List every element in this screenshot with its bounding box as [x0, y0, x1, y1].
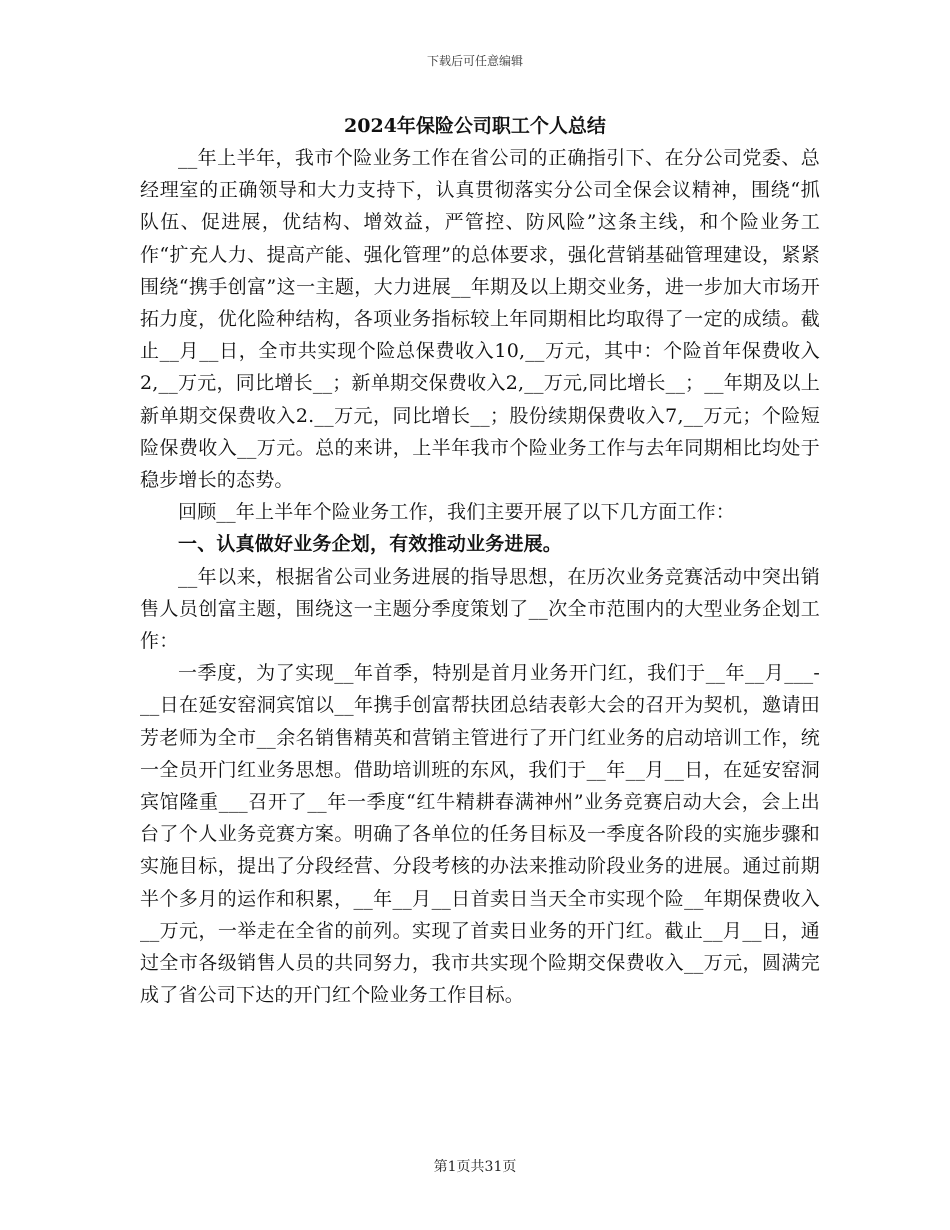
body-paragraph-summary: __年上半年，我市个险业务工作在省公司的正确指引下、在分公司党委、总经理室的正确领导和大力支持下，认真贯彻落实分公司全保会议精神，围绕“抓队伍、促进展，优结构、增效益，严管控、防风险”这条主线，和个险业务工作“扩充人力、提高产能、强化管理”的总体要求，强化营销基础管理建设，紧紧围绕“携手创富”这一主题，大力进展__年期及以上期交业务，进一步加大市场开拓力度，优化险种结构，各项业务指标较上年同期相比均取得了一定的成绩。截止__月__日，全市共实现个险总保费收入10,__万元，其中：个险首年保费收入2,__万元，同比增长__；新单期交保费收入2,__万元,同比增长__；__年期及以上新单期交保费收入2.__万元，同比增长__；股份续期保费收入7,__万元；个险短险保费收入__万元。总的来讲，上半年我市个险业务工作与去年同期相比均处于稳步增长的态势。	[140, 147, 820, 492]
page-footer: 第1页共31页	[433, 1159, 517, 1175]
body-paragraph-planning: __年以来，根据省公司业务进展的指导思想，在历次业务竞赛活动中突出销售人员创富主题，围绕这一主题分季度策划了__次全市范围内的大型业务企划工作：	[140, 565, 820, 653]
document-title: 2024年保险公司职工个人总结	[344, 115, 606, 137]
body-paragraph-first-quarter: 一季度，为了实现__年首季，特别是首月业务开门红，我们于__年__月___-__日在延安窑洞宾馆以__年携手创富帮扶团总结表彰大会的召开为契机，邀请田芳老师为全市__余名销售精英和营销主管进行了开门红业务的启动培训工作，统一全员开门红业务思想。借助培训班的东风，我们于__年__月__日，在延安窑洞宾馆隆重___召开了__年一季度“红牛精耕春满神州”业务竞赛启动大会，会上出台了个人业务竞赛方案。明确了各单位的任务目标及一季度各阶段的实施步骤和实施目标，提出了分段经营、分段考核的办法来推动阶段业务的进展。通过前期半个多月的运作和积累，__年__月__日首卖日当天全市实现个险__年期保费收入__万元，一举走在全省的前列。实现了首卖日业务的开门红。截止__月__日，通过全市各级销售人员的共同努力，我市共实现个险期交保费收入__万元，圆满完成了省公司下达的开门红个险业务工作目标。	[140, 662, 820, 1007]
body-paragraph-review: 回顾__年上半年个险业务工作，我们主要开展了以下几方面工作：	[178, 501, 736, 524]
section-heading: 一、认真做好业务企划，有效推动业务进展。	[178, 533, 563, 556]
document-body	[140, 142, 820, 1011]
page-header: 下载后可任意编辑	[426, 54, 523, 68]
